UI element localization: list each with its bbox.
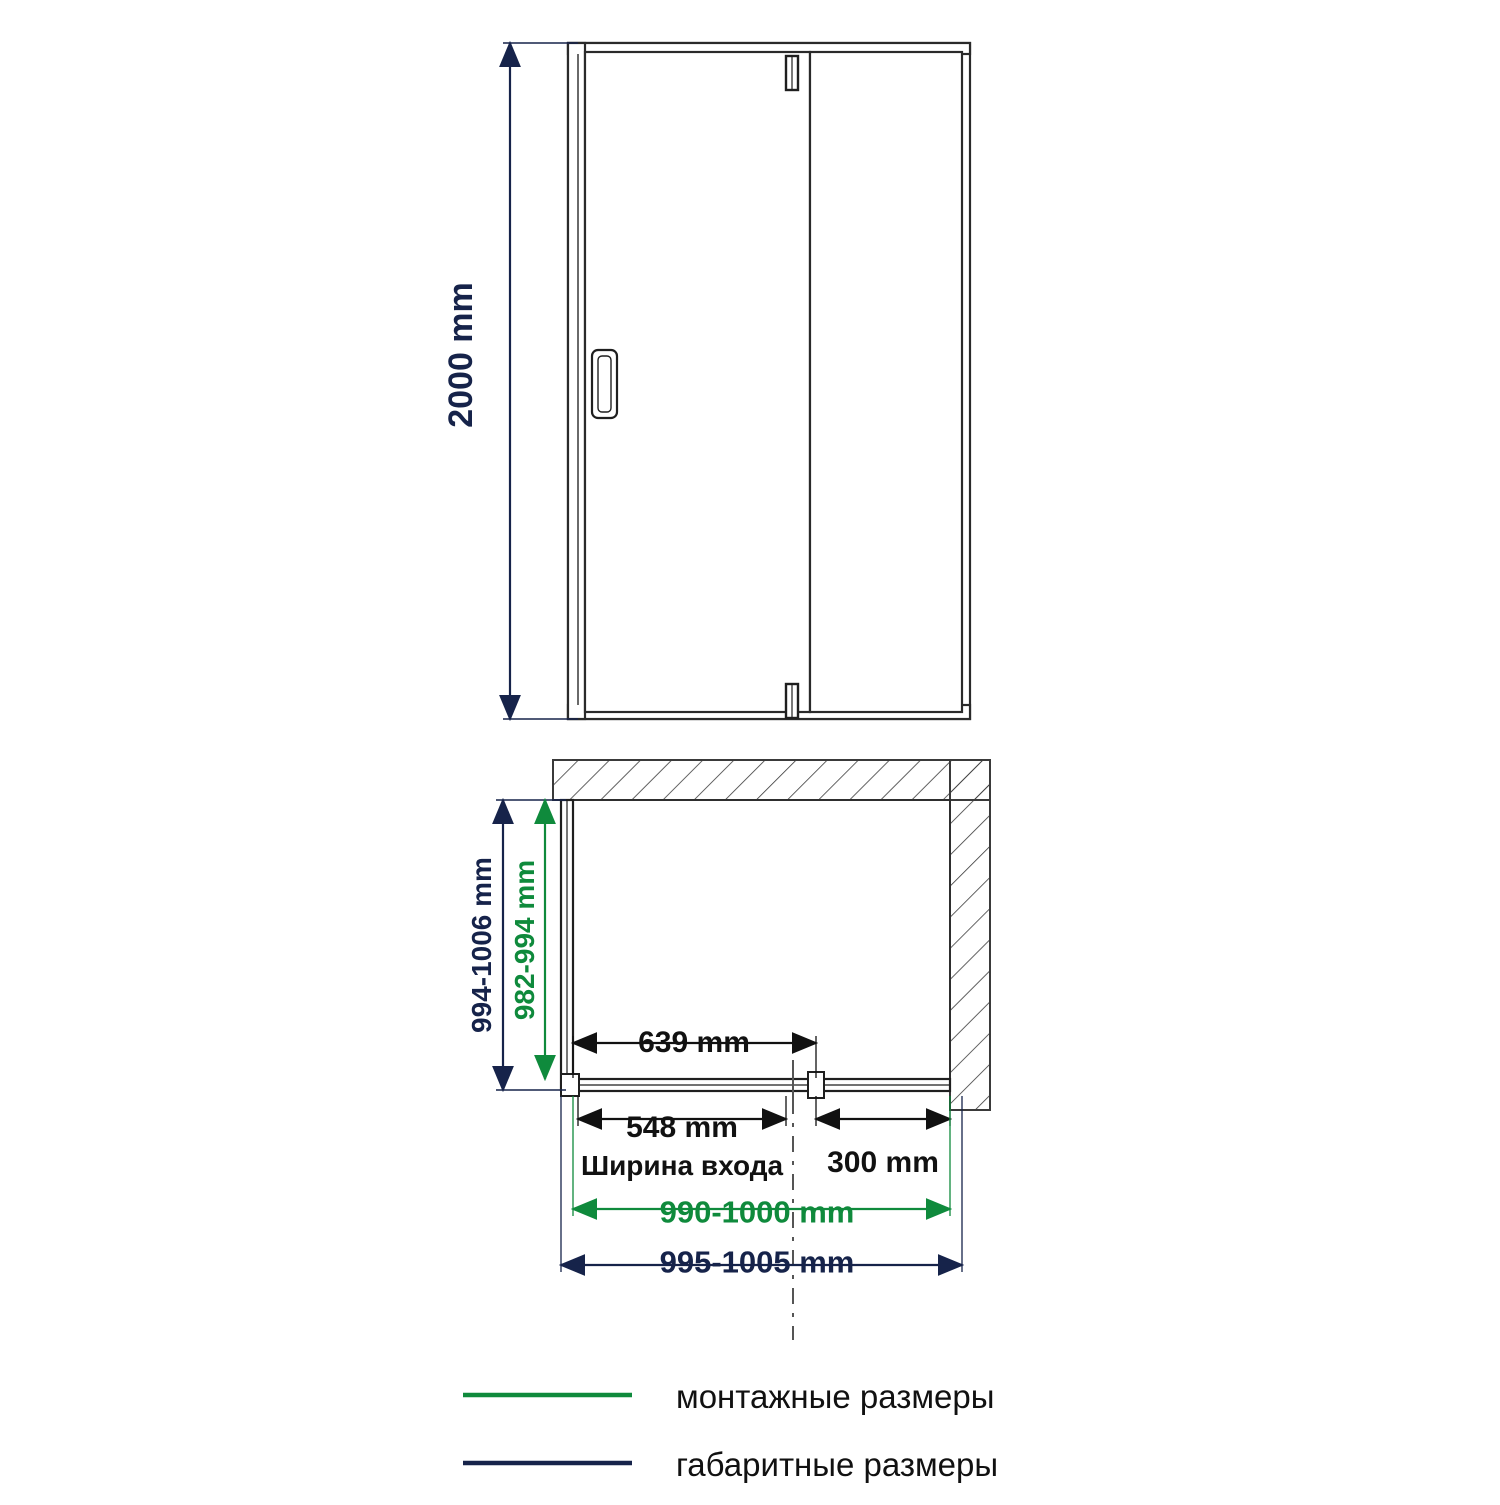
plan-width-install-label: 990-1000 mm: [659, 1194, 855, 1230]
plan-side-segment-label: 300 mm: [827, 1146, 939, 1179]
plan-width-overall-label: 995-1005 mm: [659, 1244, 855, 1280]
legend-swatches: [463, 1395, 632, 1463]
plan-entry-caption: Ширина входа: [580, 1150, 784, 1181]
height-dimension: [503, 43, 578, 719]
legend-item-install-label: монтажные размеры: [676, 1378, 995, 1415]
elevation-view: [503, 43, 970, 719]
plan-entry-width-label: 548 mm: [626, 1111, 738, 1144]
plan-depth-overall-label: 994-1006 mm: [466, 857, 497, 1033]
plan-panel-width-label: 639 mm: [638, 1026, 750, 1059]
elevation-height-label: 2000 mm: [442, 282, 480, 428]
legend-item-overall-label: габаритные размеры: [676, 1446, 999, 1483]
side-segment-dimension: [816, 1096, 950, 1126]
plan-depth-install-label: 982-994 mm: [509, 859, 540, 1021]
door-handle-icon: [592, 350, 617, 418]
